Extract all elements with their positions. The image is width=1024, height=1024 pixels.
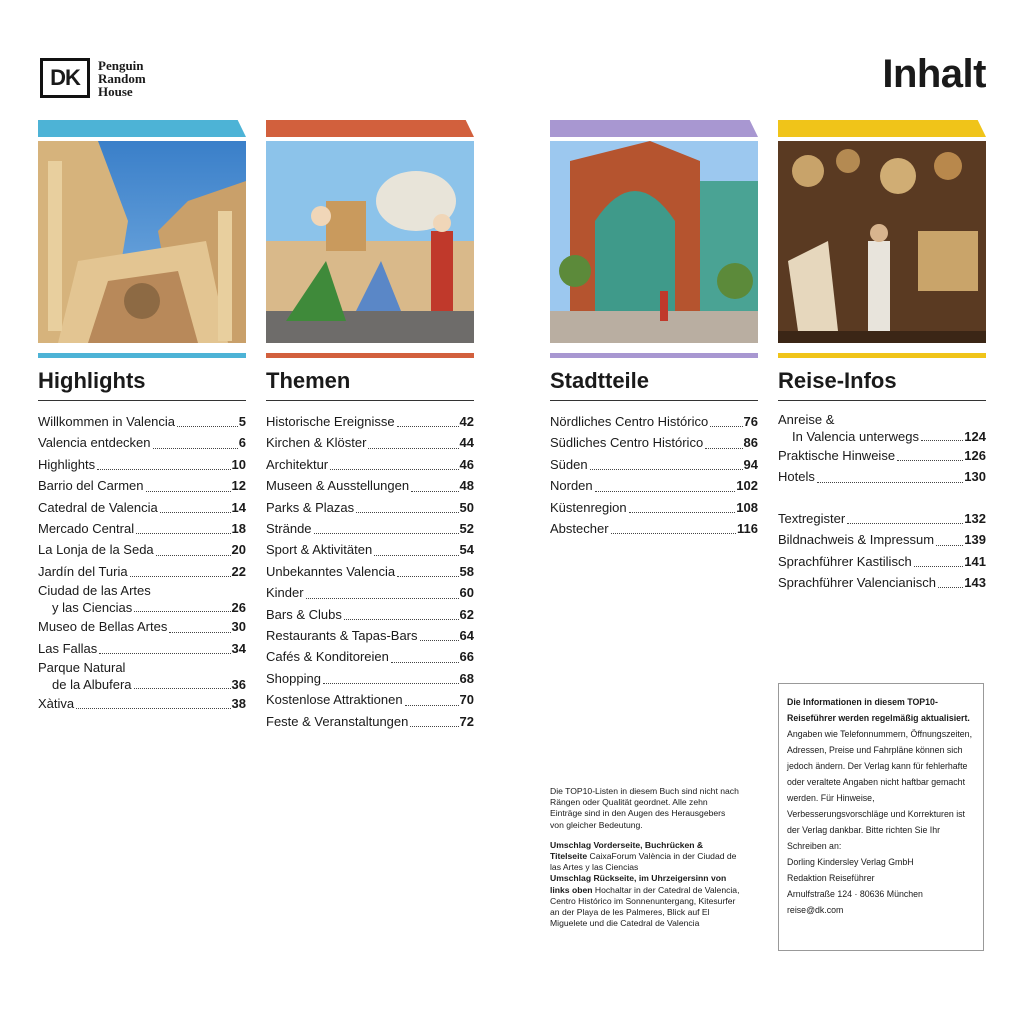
toc-list xyxy=(266,411,474,732)
toc-item[interactable]: Catedral de Valencia 14 xyxy=(38,499,246,515)
color-rule xyxy=(266,353,474,358)
toc-item[interactable]: Abstecher 116 xyxy=(550,521,758,537)
toc-item[interactable]: Museo de Bellas Artes 30 xyxy=(38,619,246,635)
toc-item[interactable]: Ciudad de las Artes y las Ciencias 26 xyxy=(38,583,246,616)
title-underline xyxy=(266,400,474,401)
toc-list xyxy=(38,411,246,714)
toc-item[interactable]: Willkommen in Valencia 5 xyxy=(38,414,246,429)
toc-item[interactable]: Museen & Ausstellungen 48 xyxy=(266,478,474,494)
color-rule xyxy=(38,353,246,358)
toc-item[interactable]: Sport & Aktivitäten 54 xyxy=(266,542,474,558)
toc-item[interactable]: Praktische Hinweise 126 xyxy=(778,448,986,463)
toc-item[interactable]: Xàtiva 38 xyxy=(38,696,246,712)
dk-logo: DK xyxy=(40,58,90,98)
address-line: Redaktion Reiseführer xyxy=(787,873,875,883)
toc-item[interactable]: Shopping 68 xyxy=(266,670,474,686)
email-link[interactable]: reise@dk.com xyxy=(787,905,844,915)
toc-item[interactable]: Parks & Plazas 50 xyxy=(266,499,474,515)
address-line: Dorling Kindersley Verlag GmbH xyxy=(787,857,914,867)
toc-item[interactable]: Architektur 46 xyxy=(266,456,474,472)
toc-item[interactable]: La Lonja de la Seda 20 xyxy=(38,542,246,558)
top10-note xyxy=(550,786,740,938)
toc-item[interactable]: Historische Ereignisse 42 xyxy=(266,414,474,429)
color-tab xyxy=(550,120,758,137)
infobox-heading: Die Informationen in diesem TOP10-Reiseführer werden regelmäßig aktualisiert. xyxy=(787,697,970,723)
penguin-random-house-wordmark: Penguin Random House xyxy=(98,57,146,99)
column-highlights xyxy=(38,120,246,714)
column-reise-infos xyxy=(778,120,986,593)
update-info-box xyxy=(778,683,984,951)
toc-item[interactable]: Sprachführer Valencianisch 143 xyxy=(778,575,986,591)
toc-item[interactable]: Kostenlose Attraktionen 70 xyxy=(266,692,474,708)
market-photo xyxy=(550,141,758,343)
toc-item[interactable]: Highlights 10 xyxy=(38,456,246,472)
toc-item[interactable]: Barrio del Carmen 12 xyxy=(38,478,246,494)
toc-item[interactable]: Restaurants & Tapas-Bars 64 xyxy=(266,628,474,644)
title-underline xyxy=(550,400,758,401)
toc-item[interactable]: Kinder 60 xyxy=(266,585,474,601)
title-underline xyxy=(38,400,246,401)
toc-item[interactable]: Norden 102 xyxy=(550,478,758,494)
publisher-logo xyxy=(40,58,146,98)
toc-item[interactable]: Mercado Central 18 xyxy=(38,521,246,537)
toc-item[interactable]: Jardín del Turia 22 xyxy=(38,563,246,579)
page-title: Inhalt xyxy=(882,52,986,96)
address-line: Arnulfstraße 124 · 80636 München xyxy=(787,889,923,899)
toc-item[interactable]: Parque Natural de la Albufera 36 xyxy=(38,660,246,693)
title-underline xyxy=(778,400,986,401)
toc-item[interactable]: Bildnachweis & Impressum 139 xyxy=(778,532,986,548)
toc-item[interactable]: Nördliches Centro Histórico 76 xyxy=(550,414,758,429)
column-stadtteile xyxy=(550,120,758,539)
dancers-photo xyxy=(266,141,474,343)
color-tab xyxy=(266,120,474,137)
toc-item[interactable]: Las Fallas 34 xyxy=(38,640,246,656)
section-title: Themen xyxy=(266,368,351,393)
section-title: Reise-Infos xyxy=(778,368,897,393)
toc-item[interactable]: Textregister 132 xyxy=(778,510,986,526)
section-title: Stadtteile xyxy=(550,368,650,393)
toc-item[interactable]: Unbekanntes Valencia 58 xyxy=(266,563,474,579)
toc-item[interactable]: Küstenregion 108 xyxy=(550,499,758,515)
column-themen xyxy=(266,120,474,732)
toc-item[interactable]: Anreise & In Valencia unterwegs 124 xyxy=(778,412,986,444)
infobox-body: Angaben wie Telefonnummern, Öffnungszeiten, Adressen, Preise und Fahrpläne können sich jedoch ändern. Der Verlag kann für fehlerhafte oder veraltete Angaben nicht haftbar gemacht werden. Für Hinweise, Verbesserungsvorschläge und Korrekturen ist der Verlag dankbar. Bitte richten Sie Ihr Schreiben an: xyxy=(787,729,973,851)
toc-item[interactable]: Bars & Clubs 62 xyxy=(266,606,474,622)
toc-list xyxy=(778,411,986,593)
toc-item[interactable]: Valencia entdecken 6 xyxy=(38,435,246,451)
color-tab xyxy=(778,120,986,137)
toc-item[interactable]: Cafés & Konditoreien 66 xyxy=(266,649,474,665)
toc-item[interactable]: Südliches Centro Histórico 86 xyxy=(550,435,758,451)
toc-list xyxy=(550,411,758,539)
toc-item[interactable]: Kirchen & Klöster 44 xyxy=(266,435,474,451)
toc-item[interactable]: Hotels 130 xyxy=(778,469,986,485)
shop-photo xyxy=(778,141,986,343)
color-rule xyxy=(550,353,758,358)
color-rule xyxy=(778,353,986,358)
section-title: Highlights xyxy=(38,368,146,393)
cathedral-photo xyxy=(38,141,246,343)
toc-item[interactable]: Süden 94 xyxy=(550,456,758,472)
toc-item[interactable]: Strände 52 xyxy=(266,521,474,537)
toc-item[interactable]: Sprachführer Kastilisch 141 xyxy=(778,553,986,569)
color-tab xyxy=(38,120,246,137)
cover-credits: Umschlag Vorderseite, Buchrücken & Titelseite CaixaForum València in der Ciudad de las Artes y las Ciencias Umschlag Rückseite, im Uhrzeigersinn von links oben Hochaltar in der Catedral de Valencia, Centro Histórico im Sonnenuntergang, Kitesurfer an der Playa de les Palmeres, Blick auf El Miguelete und die Catedral de Valencia xyxy=(550,839,740,929)
toc-item[interactable]: Feste & Veranstaltungen 72 xyxy=(266,713,474,729)
ranking-note: Die TOP10-Listen in diesem Buch sind nicht nach Rängen oder Qualität geordnet. Alle zehn Einträge sind in den Augen des Herausgebers von gleicher Bedeutung. xyxy=(550,786,739,830)
